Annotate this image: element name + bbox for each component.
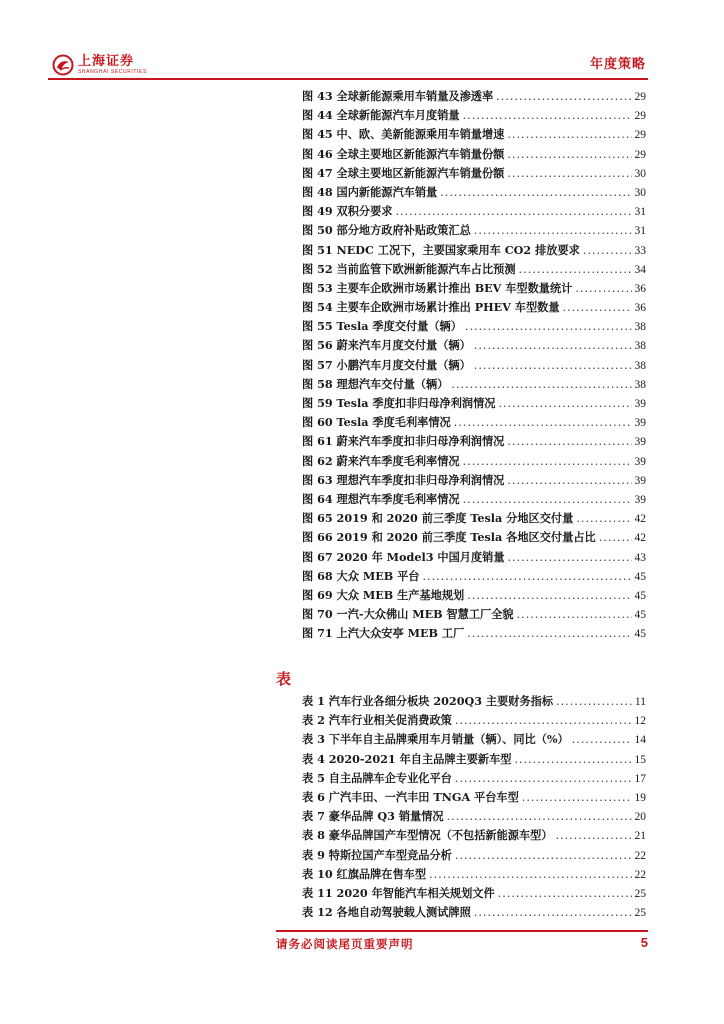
- figure-entry[interactable]: [302, 587, 646, 606]
- figure-entry-page: 45: [634, 628, 646, 641]
- figure-entry[interactable]: [302, 529, 646, 548]
- dot-leader: [519, 263, 632, 276]
- figure-entry[interactable]: [302, 510, 646, 529]
- footer-disclaimer: 请务必阅读尾页重要声明: [276, 937, 414, 951]
- figure-entry[interactable]: [302, 146, 646, 165]
- figure-entry[interactable]: [302, 165, 646, 184]
- table-entry[interactable]: [302, 751, 646, 770]
- dot-leader: [463, 493, 632, 506]
- figure-entry-page: 39: [634, 398, 646, 410]
- figure-entry-page: 39: [634, 474, 646, 487]
- figure-entry-label: 图 67 2020 年 Model3 中国月度销量: [302, 549, 505, 564]
- figure-entry[interactable]: [302, 625, 646, 644]
- dot-leader: [507, 435, 631, 448]
- figure-entry-label: 图 50 部分地方政府补贴政策汇总: [302, 223, 471, 238]
- table-entry-page: 25: [634, 887, 646, 900]
- dot-leader: [583, 244, 632, 257]
- dot-leader: [507, 128, 631, 141]
- table-entry[interactable]: [302, 827, 646, 846]
- figure-entry-page: 39: [634, 436, 646, 449]
- table-entry-label: 表 8 豪华品牌国产车型情况（不包括新能源车型）: [302, 828, 553, 843]
- table-entry[interactable]: [302, 847, 646, 866]
- figure-entry-page: 33: [634, 244, 646, 257]
- figure-entry[interactable]: [302, 126, 646, 145]
- page-number: 5: [640, 935, 648, 950]
- figure-entry-label: 图 48 国内新能源汽车销量: [302, 184, 438, 199]
- figure-entry-label: 图 58 理想汽车交付量（辆）: [302, 376, 449, 391]
- document-type: 年度策略: [589, 57, 646, 72]
- figure-entry[interactable]: [302, 491, 646, 510]
- dot-leader: [576, 512, 631, 525]
- figure-entry-label: 图 45 中、欧、美新能源乘用车销量增速: [302, 127, 505, 142]
- figure-entry-page: 34: [634, 263, 646, 276]
- dot-leader: [463, 455, 632, 468]
- figure-entry-page: 38: [634, 321, 646, 334]
- figure-entry-page: 29: [634, 110, 646, 123]
- figure-entry[interactable]: [302, 453, 646, 472]
- figure-entry-page: 42: [634, 513, 646, 526]
- dot-leader: [455, 772, 632, 785]
- table-entry[interactable]: [302, 885, 646, 904]
- company-logo-icon: [52, 54, 74, 76]
- figure-entry-label: 图 71 上汽大众安亭 MEB 工厂: [302, 626, 465, 641]
- footer-divider: [276, 930, 648, 932]
- table-entry-label: 表 5 自主品牌车企专业化平台: [302, 770, 452, 785]
- dot-leader: [474, 224, 632, 237]
- table-entry[interactable]: [302, 866, 646, 885]
- figure-entry-label: 图 65 2019 和 2020 前三季度 Tesla 分地区交付量: [302, 511, 574, 526]
- company-name: 上海证券: [78, 54, 135, 69]
- figure-entry-label: 图 56 蔚来汽车月度交付量（辆）: [302, 338, 471, 353]
- figure-entry-label: 图 69 大众 MEB 生产基地规划: [302, 587, 465, 602]
- figure-entry[interactable]: [302, 472, 646, 491]
- table-entry[interactable]: [302, 712, 646, 731]
- figure-entry-label: 图 68 大众 MEB 平台: [302, 568, 420, 583]
- tables-heading: 表: [276, 670, 292, 688]
- table-entry-page: 22: [634, 849, 646, 862]
- figure-entry-page: 38: [634, 359, 646, 372]
- dot-leader: [429, 868, 631, 881]
- figure-entry-label: 图 61 蔚来汽车季度扣非归母净利润情况: [302, 434, 505, 449]
- table-entry[interactable]: [302, 789, 646, 808]
- figure-entry-label: 图 60 Tesla 季度毛利率情况: [302, 415, 451, 430]
- dot-leader: [507, 148, 631, 161]
- dot-leader: [507, 167, 631, 180]
- dot-leader: [474, 339, 632, 352]
- table-entry-label: 表 3 下半年自主品牌乘用车月销量（辆）、同比（%）: [302, 732, 569, 747]
- table-entry-page: 11: [634, 696, 646, 708]
- table-entry-label: 表 4 2020-2021 年自主品牌主要新车型: [302, 751, 512, 766]
- table-entry[interactable]: [302, 770, 646, 789]
- figure-list: [302, 88, 646, 644]
- dot-leader: [463, 109, 632, 122]
- table-entry-page: 25: [634, 907, 646, 920]
- figure-entry-page: 45: [634, 589, 646, 602]
- figure-entry[interactable]: [302, 318, 646, 337]
- dot-leader: [451, 378, 631, 391]
- table-entry-page: 15: [634, 753, 646, 766]
- dot-leader: [467, 589, 631, 602]
- figure-entry-label: 图 51 NEDC 工况下，主要国家乘用车 CO2 排放要求: [302, 242, 580, 257]
- figure-entry-page: 31: [634, 225, 646, 238]
- figure-entry-label: 图 59 Tesla 季度扣非归母净利润情况: [302, 396, 496, 410]
- dot-leader: [563, 301, 632, 314]
- figure-entry-page: 29: [634, 148, 646, 161]
- table-entry-page: 12: [634, 715, 646, 728]
- figure-entry-page: 38: [634, 378, 646, 391]
- figure-entry-page: 39: [634, 493, 646, 506]
- dot-leader: [447, 810, 632, 823]
- figure-entry[interactable]: [302, 433, 646, 452]
- figure-entry[interactable]: [302, 395, 646, 414]
- dot-leader: [465, 320, 632, 333]
- dot-leader: [422, 570, 631, 583]
- figure-entry-page: 29: [634, 129, 646, 142]
- figure-entry-page: 39: [634, 455, 646, 468]
- figure-entry-label: 图 70 一汽-大众佛山 MEB 智慧工厂全貌: [302, 607, 514, 622]
- figure-entry[interactable]: [302, 107, 646, 126]
- figure-entry[interactable]: [302, 280, 646, 299]
- figure-entry-label: 图 57 小鹏汽车月度交付量（辆）: [302, 357, 471, 372]
- company-name-en: SHANGHAI SECURITIES: [78, 69, 147, 75]
- figure-entry-label: 图 53 主要车企欧洲市场累计推出 BEV 车型数量统计: [302, 280, 573, 295]
- dot-leader: [498, 887, 632, 900]
- table-entry[interactable]: [302, 693, 646, 712]
- figure-entry-label: 图 46 全球主要地区新能源汽车销量份额: [302, 146, 505, 161]
- figure-entry[interactable]: [302, 299, 646, 318]
- figure-entry-label: 图 63 理想汽车季度扣非归母净利润情况: [302, 472, 505, 487]
- figure-entry-label: 图 44 全球新能源汽车月度销量: [302, 108, 460, 123]
- figure-entry-page: 42: [634, 532, 646, 545]
- figure-entry-page: 45: [634, 609, 646, 622]
- table-entry-label: 表 12 各地自动驾驶载人测试牌照: [302, 905, 471, 920]
- figure-entry[interactable]: [302, 88, 646, 107]
- figure-entry-label: 图 66 2019 和 2020 前三季度 Tesla 各地区交付量占比: [302, 530, 596, 545]
- figure-entry-page: 43: [634, 551, 646, 564]
- dot-leader: [440, 186, 631, 199]
- dot-leader: [474, 906, 632, 919]
- figure-entry-page: 30: [634, 167, 646, 180]
- table-entry-page: 14: [634, 734, 646, 747]
- dot-leader: [572, 733, 632, 746]
- figure-entry-label: 图 64 理想汽车季度毛利率情况: [302, 491, 460, 506]
- figure-entry-label: 图 43 全球新能源乘用车销量及渗透率: [302, 89, 494, 103]
- figure-entry-label: 图 52 当前监管下欧洲新能源汽车占比预测: [302, 261, 516, 276]
- figure-entry-page: 36: [634, 282, 646, 295]
- figure-entry[interactable]: [302, 357, 646, 376]
- figure-entry-label: 图 54 主要车企欧洲市场累计推出 PHEV 车型数量: [302, 300, 560, 315]
- dot-leader: [517, 608, 632, 621]
- figure-entry-page: 38: [634, 340, 646, 353]
- dot-leader: [556, 829, 632, 842]
- table-entry-label: 表 10 红旗品牌在售车型: [302, 866, 427, 881]
- figure-entry[interactable]: [302, 203, 646, 222]
- figure-entry-page: 45: [634, 570, 646, 583]
- page-header: [48, 48, 648, 78]
- table-entry-page: 21: [634, 830, 646, 843]
- table-entry-label: 表 11 2020 年智能汽车相关规划文件: [302, 885, 495, 900]
- dot-leader: [395, 205, 631, 218]
- figure-entry-page: 30: [634, 186, 646, 199]
- dot-leader: [522, 791, 632, 804]
- dot-leader: [455, 714, 632, 727]
- dot-leader: [556, 695, 632, 708]
- figure-entry[interactable]: [302, 606, 646, 625]
- table-list: [302, 693, 646, 923]
- dot-leader: [507, 474, 631, 487]
- dot-leader: [508, 551, 632, 564]
- company-logo: [52, 52, 147, 78]
- dot-leader: [467, 627, 631, 640]
- table-entry-page: 19: [634, 791, 646, 804]
- table-entry-page: 22: [634, 868, 646, 881]
- figure-entry-page: 31: [634, 206, 646, 219]
- table-entry-label: 表 1 汽车行业各细分板块 2020Q3 主要财务指标: [302, 694, 554, 708]
- figure-entry[interactable]: [302, 184, 646, 203]
- dot-leader: [599, 531, 632, 544]
- figure-entry[interactable]: [302, 414, 646, 433]
- table-entry-page: 17: [634, 772, 646, 785]
- dot-leader: [514, 753, 631, 766]
- dot-leader: [455, 849, 632, 862]
- table-entry-label: 表 6 广汽丰田、一汽丰田 TNGA 平台车型: [302, 789, 519, 804]
- figure-entry-label: 图 49 双积分要求: [302, 204, 393, 219]
- dot-leader: [575, 282, 631, 295]
- table-entry-page: 20: [634, 811, 646, 824]
- table-entry-label: 表 7 豪华品牌 Q3 销量情况: [302, 809, 444, 824]
- figure-entry[interactable]: [302, 242, 646, 261]
- table-entry[interactable]: [302, 904, 646, 923]
- figure-entry[interactable]: [302, 568, 646, 587]
- figure-entry-label: 图 62 蔚来汽车季度毛利率情况: [302, 453, 460, 468]
- figure-entry-label: 图 47 全球主要地区新能源汽车销量份额: [302, 165, 505, 180]
- figure-entry[interactable]: [302, 261, 646, 280]
- dot-leader: [474, 359, 632, 372]
- figure-entry[interactable]: [302, 337, 646, 356]
- table-entry-label: 表 2 汽车行业相关促消费政策: [302, 713, 452, 728]
- dot-leader: [454, 416, 632, 429]
- figure-entry-label: 图 55 Tesla 季度交付量（辆）: [302, 319, 462, 334]
- figure-entry[interactable]: [302, 222, 646, 241]
- table-entry[interactable]: [302, 808, 646, 827]
- figure-entry-page: 29: [634, 91, 646, 103]
- figure-entry-page: 39: [634, 417, 646, 430]
- dot-leader: [498, 397, 631, 410]
- figure-entry-page: 36: [634, 302, 646, 315]
- table-entry[interactable]: [302, 731, 646, 750]
- figure-entry[interactable]: [302, 549, 646, 568]
- dot-leader: [496, 90, 631, 103]
- table-entry-label: 表 9 特斯拉国产车型竞品分析: [302, 847, 452, 862]
- figure-entry[interactable]: [302, 376, 646, 395]
- header-divider: [48, 78, 648, 80]
